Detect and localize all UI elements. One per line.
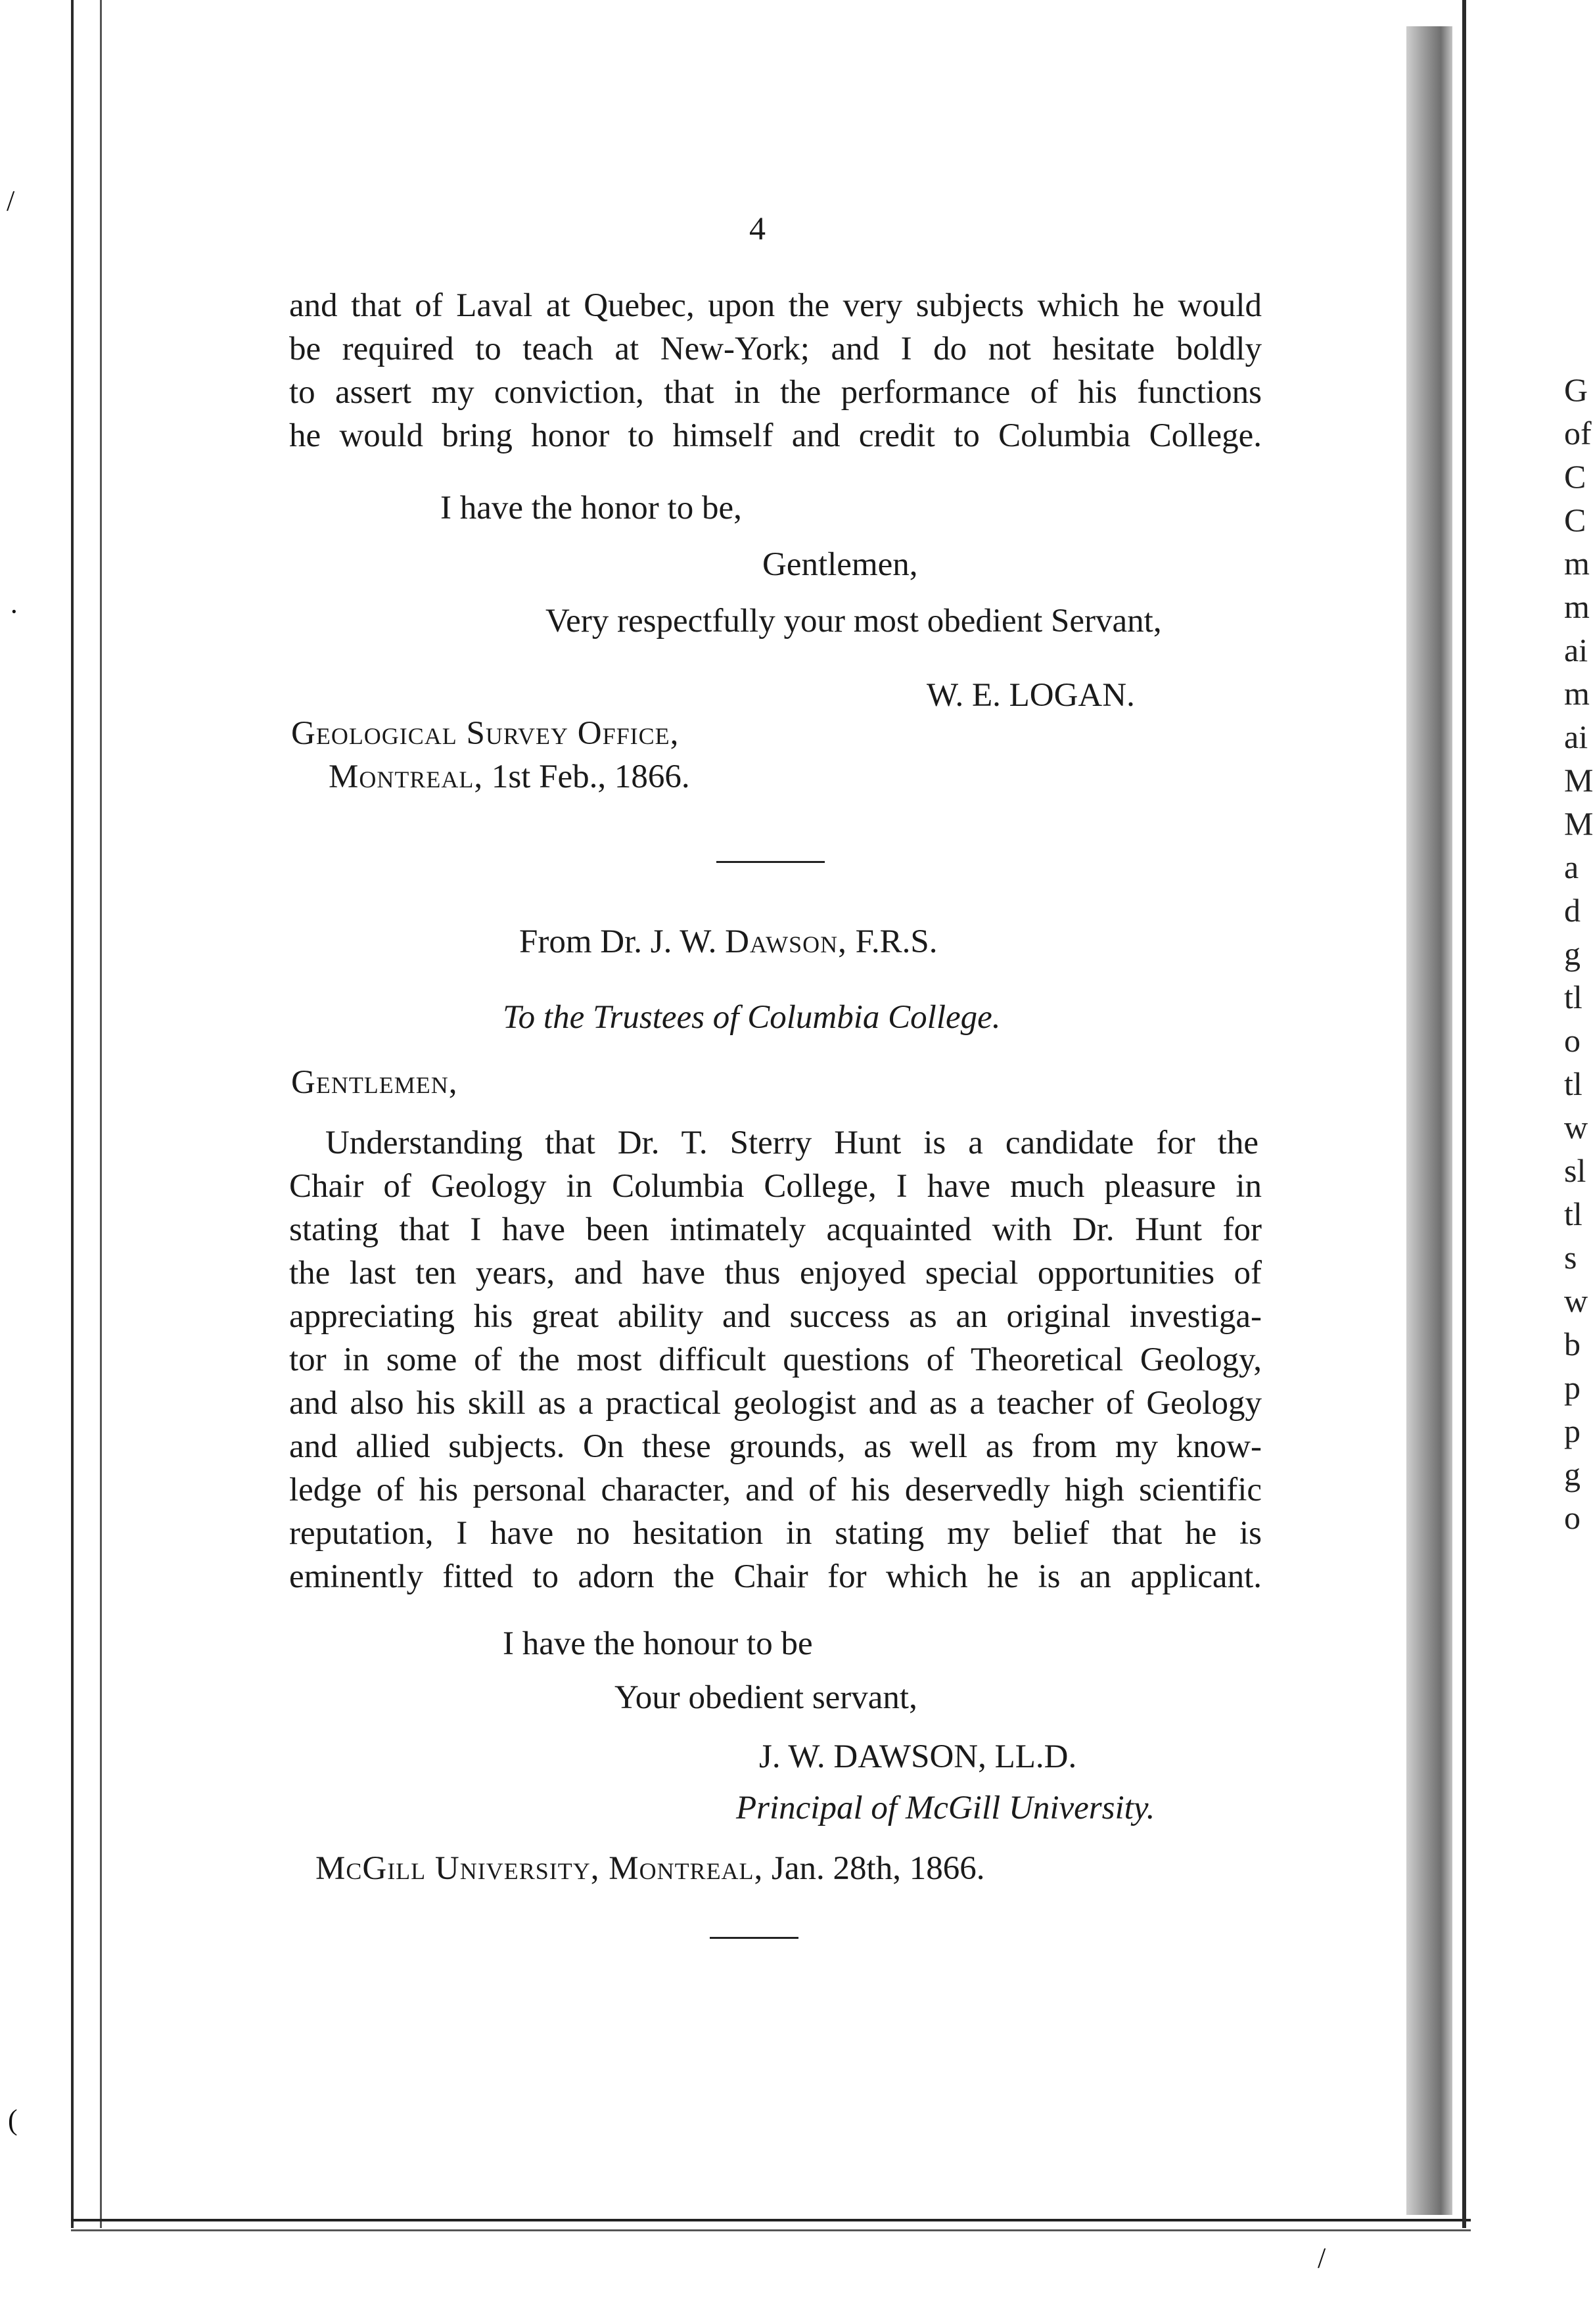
dawson-signature: J. W. DAWSON, LL.D. — [759, 1738, 1077, 1775]
fragment-text: o — [1564, 1499, 1581, 1536]
fragment-text: w — [1564, 1109, 1588, 1146]
fragment-text: w — [1564, 1282, 1588, 1319]
scan-speck: ( — [8, 2104, 18, 2136]
fragment-text: b — [1564, 1326, 1581, 1362]
fragment-text: tl — [1564, 1196, 1582, 1232]
logan-address-date-line — [329, 755, 690, 799]
fragment-text: a — [1564, 848, 1579, 885]
logan-address-line: Geological Survey Office, — [291, 715, 680, 752]
section-divider — [710, 1937, 798, 1939]
section-divider — [716, 861, 825, 863]
fragment-text: sl — [1564, 1152, 1586, 1189]
dawson-paragraph-line: the last ten years, and have thus enjoyed special opportunities of — [289, 1255, 1262, 1291]
fragment-text: C — [1564, 458, 1586, 495]
dawson-paragraph-line: and also his skill as a practical geologist and as a teacher of Geology — [289, 1385, 1262, 1422]
fragment-text: m — [1564, 545, 1590, 582]
dawson-address-date: Jan. 28th, 1866. — [772, 1850, 985, 1887]
dawson-heading-suffix: F.R.S. — [855, 923, 938, 960]
scan-speck: / — [1318, 2242, 1326, 2274]
dawson-paragraph-line: eminently fitted to adorn the Chair for which he is an applicant. — [289, 1558, 1262, 1595]
fragment-text: p — [1564, 1369, 1581, 1406]
logan-closing-salutation: Gentlemen, — [762, 546, 918, 583]
fragment-text: of — [1564, 415, 1592, 452]
fragment-text: d — [1564, 892, 1581, 929]
fragment-text: C — [1564, 501, 1586, 538]
page-number: 4 — [749, 210, 766, 246]
logan-paragraph-line: to assert my conviction, that in the performance of his functions — [289, 374, 1262, 411]
fragment-text: tl — [1564, 1065, 1582, 1102]
fragment-text: M — [1564, 805, 1593, 842]
fragment-text: p — [1564, 1412, 1581, 1449]
dawson-address-line — [315, 1847, 984, 1890]
scan-speck: / — [7, 185, 15, 217]
logan-address-date: 1st Feb., 1866. — [491, 758, 690, 795]
fragment-text: ai — [1564, 632, 1588, 668]
fragment-text: g — [1564, 935, 1581, 972]
dawson-paragraph-line: ledge of his personal character, and of his deservedly high scientific — [289, 1472, 1262, 1508]
dawson-heading — [519, 920, 938, 964]
fragment-text: tl — [1564, 979, 1582, 1015]
fragment-text: s — [1564, 1239, 1577, 1276]
dawson-closing: I have the honour to be — [503, 1625, 813, 1662]
scan-speck: · — [9, 595, 19, 628]
dawson-heading-prefix: From Dr. J. W. — [519, 923, 717, 960]
dawson-paragraph-line: tor in some of the most difficult questions of Theoretical Geology, — [289, 1341, 1262, 1378]
logan-signature: W. E. LOGAN. — [927, 677, 1135, 714]
logan-paragraph-line: be required to teach at New-York; and I do not hesitate boldly — [289, 331, 1262, 367]
logan-closing-complimentary: Very respectfully your most obedient Servant, — [545, 603, 1162, 639]
dawson-title: Principal of McGill University. — [736, 1790, 1155, 1826]
dawson-closing-complimentary: Your obedient servant, — [614, 1679, 917, 1716]
fragment-text: m — [1564, 675, 1590, 712]
dawson-paragraph-line: stating that I have been intimately acquainted with Dr. Hunt for — [289, 1211, 1262, 1248]
logan-paragraph-line: he would bring honor to himself and credit to Columbia College. — [289, 417, 1262, 454]
dawson-addressee: To the Trustees of Columbia College. — [503, 999, 1001, 1036]
fragment-text: o — [1564, 1022, 1581, 1059]
logan-address-place: Montreal, — [329, 758, 484, 795]
fragment-text: M — [1564, 762, 1593, 799]
logan-paragraph-line: and that of Laval at Quebec, upon the very subjects which he would — [289, 287, 1262, 324]
logan-closing: I have the honor to be, — [440, 490, 742, 526]
dawson-paragraph-line: Chair of Geology in Columbia College, I have much pleasure in — [289, 1168, 1262, 1205]
fragment-text: g — [1564, 1456, 1581, 1493]
dawson-paragraph-line: Understanding that Dr. T. Sterry Hunt is a candidate for the — [325, 1125, 1258, 1161]
fragment-text: G — [1564, 371, 1588, 408]
fragment-text: ai — [1564, 718, 1588, 755]
fragment-text: m — [1564, 588, 1590, 625]
dawson-salutation: Gentlemen, — [291, 1064, 458, 1101]
dawson-paragraph-line: and allied subjects. On these grounds, as well as from my know- — [289, 1428, 1262, 1465]
dawson-paragraph-line: reputation, I have no hesitation in stating my belief that he is — [289, 1515, 1262, 1552]
dawson-paragraph-line: appreciating his great ability and success as an original investiga- — [289, 1298, 1262, 1335]
dawson-address-place: McGill University, Montreal, — [315, 1850, 764, 1887]
dawson-heading-name: Dawson, — [725, 923, 847, 960]
